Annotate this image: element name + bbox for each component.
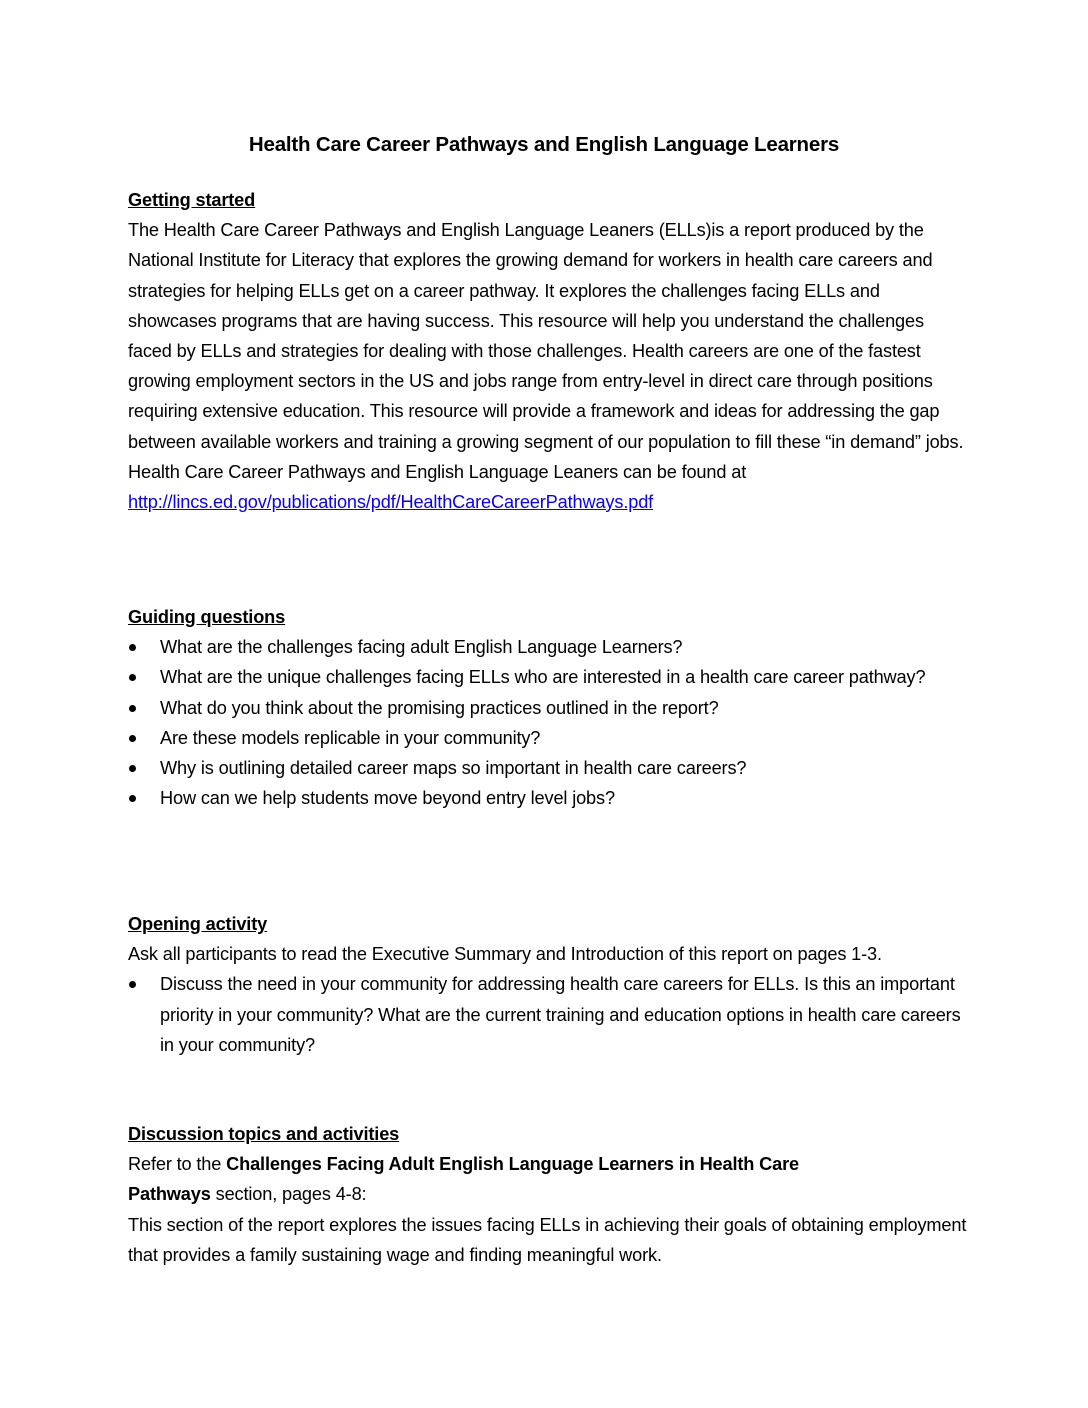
section-heading: Guiding questions [128, 607, 286, 627]
list-item: Why is outlining detailed career maps so important in health care careers? [128, 753, 968, 783]
section-guiding-questions [128, 602, 968, 813]
bullet-icon [129, 735, 136, 742]
section-opening-activity [128, 909, 968, 1060]
bullet-icon [129, 705, 136, 712]
section-heading: Discussion topics and activities [128, 1124, 400, 1144]
bullet-icon [129, 981, 136, 988]
list-item: What are the unique challenges facing ELLs who are interested in a health care career pathway? [128, 662, 968, 692]
list-item: What are the challenges facing adult English Language Learners? [128, 632, 968, 662]
bullet-icon [129, 765, 136, 772]
list-item: Discuss the need in your community for addressing health care careers for ELLs. Is this an important priority in your community? What are the current training and education options in health care careers in your community? [128, 969, 968, 1060]
bullet-icon [129, 795, 136, 802]
report-link[interactable]: http://lincs.ed.gov/publications/pdf/HealthCareCareerPathways.pdf [128, 492, 654, 513]
list-item: Are these models replicable in your community? [128, 723, 968, 753]
list-item: How can we help students move beyond entry level jobs? [128, 783, 968, 813]
section-getting-started [128, 185, 968, 517]
body-text: The Health Care Career Pathways and English Language Leaners (ELLs)is a report produced by the National Institute for Literacy that explores the growing demand for workers in health care careers and strategies for helping ELLs get on a career pathway. It explores the challenges facing ELLs and showcases programs that are having success. This resource will help you understand the challenges faced by ELLs and strategies for dealing with those challenges. Health careers are one of the fastest growing employment sectors in the US and jobs range from entry-level in direct care through positions requiring extensive education. This resource will provide a framework and ideas for addressing the gap between available workers and training a growing segment of our population to fill these “in demand” jobs. Health Care Career Pathways and English Language Leaners can be found at [128, 220, 964, 482]
section-heading: Getting started [128, 190, 256, 210]
section-reference-title: Challenges Facing Adult English Language Learners in Health Care [226, 1154, 799, 1175]
refer-line: Refer to the Challenges Facing Adult English Language Learners in Health Care Pathways section, pages 4-8: [128, 1154, 799, 1205]
section-heading: Opening activity [128, 914, 268, 934]
bullet-icon [129, 674, 136, 681]
bullet-icon [129, 644, 136, 651]
question-list [128, 632, 968, 813]
document-title: Health Care Career Pathways and English Language Learners [248, 133, 840, 156]
section-discussion-topics [128, 1119, 968, 1270]
section-intro: Ask all participants to read the Executive Summary and Introduction of this report on pages 1-3. [128, 944, 882, 965]
list-item: What do you think about the promising practices outlined in the report? [128, 693, 968, 723]
section-body [128, 215, 968, 517]
activity-list [128, 969, 968, 1060]
section-body: This section of the report explores the issues facing ELLs in achieving their goals of obtaining employment that provides a family sustaining wage and finding meaningful work. [128, 1214, 967, 1265]
section-reference-title-cont: Pathways [128, 1184, 211, 1205]
